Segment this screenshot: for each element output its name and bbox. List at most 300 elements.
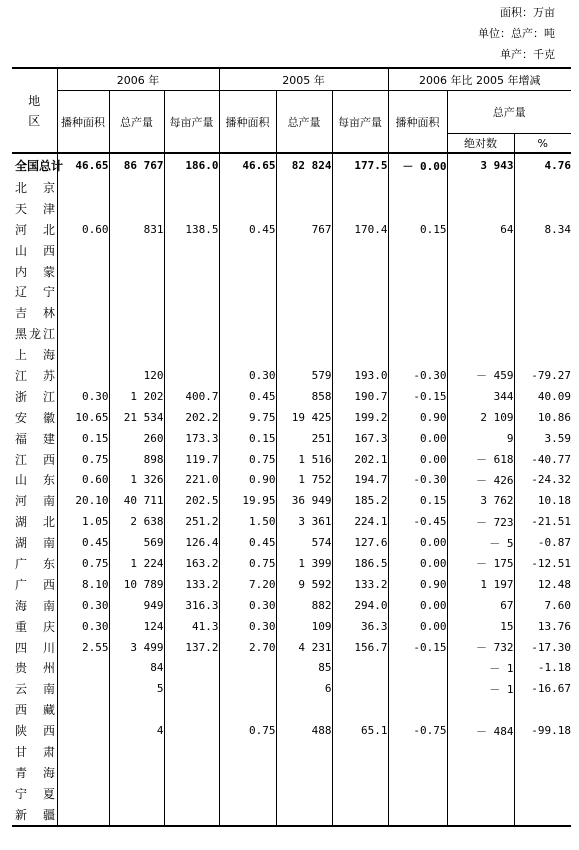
- percent-change-cell: [514, 198, 571, 219]
- absolute-change-cell: [447, 762, 514, 783]
- sown-area-change-cell: -0.15: [388, 386, 447, 407]
- sown-area-2006-cell: 1.05: [57, 511, 109, 532]
- region-cell: [12, 657, 57, 678]
- region-name: 新疆: [15, 807, 55, 822]
- total-output-2006-cell: 5: [109, 678, 164, 699]
- yield-2005-cell: 170.4: [332, 219, 388, 240]
- region-cell: [12, 365, 57, 386]
- yield-2005-cell: 202.1: [332, 449, 388, 470]
- table-row: [12, 407, 571, 428]
- table-row: [12, 386, 571, 407]
- total-output-2005-cell: [276, 762, 332, 783]
- sown-area-2005-cell: [219, 678, 276, 699]
- region-name: 北京: [15, 180, 55, 195]
- table-row: [12, 219, 571, 240]
- percent-change-cell: [514, 344, 571, 365]
- total-output-2006-cell: [109, 177, 164, 198]
- sown-area-2005-cell: [219, 741, 276, 762]
- region-cell: [12, 261, 57, 282]
- percent-change-cell: -24.32: [514, 469, 571, 490]
- yield-2005-cell: [332, 323, 388, 344]
- percent-change-cell: -1.18: [514, 657, 571, 678]
- absolute-change-cell: [447, 783, 514, 804]
- yield-2006-cell: 186.0: [164, 153, 219, 177]
- region-name: 上海: [15, 348, 55, 363]
- total-output-2005-cell: 109: [276, 616, 332, 637]
- yield-2006-cell: [164, 678, 219, 699]
- absolute-change-header: 绝对数: [447, 134, 514, 154]
- sown-area-2006-cell: [57, 323, 109, 344]
- region-cell: [12, 281, 57, 302]
- sown-area-2005-cell: 0.45: [219, 219, 276, 240]
- sown-area-2006-cell: 0.30: [57, 595, 109, 616]
- total-output-2005-cell: 1 752: [276, 469, 332, 490]
- yield-2006-cell: [164, 281, 219, 302]
- yield-2005-cell: [332, 657, 388, 678]
- sown-area-2005-cell: [219, 657, 276, 678]
- sown-area-2005-cell: [219, 177, 276, 198]
- region-name: 重庆: [15, 619, 55, 634]
- percent-change-header: %: [514, 134, 571, 154]
- sown-area-change-cell: [388, 741, 447, 762]
- region-name: 海南: [15, 598, 55, 613]
- year-2006-header: 2006 年: [57, 68, 219, 91]
- sown-area-2005-cell: [219, 323, 276, 344]
- total-output-2006-cell: 40 711: [109, 490, 164, 511]
- total-output-2006-cell: [109, 240, 164, 261]
- total-output-2005-cell: 6: [276, 678, 332, 699]
- sown-area-change-cell: 0.00: [388, 595, 447, 616]
- absolute-change-cell: [447, 804, 514, 825]
- sown-area-2006-cell: [57, 365, 109, 386]
- absolute-change-cell: － 1: [447, 657, 514, 678]
- absolute-change-cell: － 732: [447, 637, 514, 658]
- sown-area-2005-cell: 0.15: [219, 428, 276, 449]
- region-cell: [12, 720, 57, 741]
- sown-area-2005-cell: 0.75: [219, 720, 276, 741]
- table-row: [12, 365, 571, 386]
- region-cell: [12, 469, 57, 490]
- sown-area-2006-cell: [57, 657, 109, 678]
- sown-area-2006-cell: 0.75: [57, 449, 109, 470]
- yield-2006-cell: [164, 720, 219, 741]
- total-output-2005-cell: 36 949: [276, 490, 332, 511]
- yield-2006-cell: 202.2: [164, 407, 219, 428]
- region-name: 内蒙: [15, 264, 55, 279]
- yield-2005-cell: 127.6: [332, 532, 388, 553]
- table-row: [12, 553, 571, 574]
- total-output-2006-cell: [109, 261, 164, 282]
- absolute-change-cell: 64: [447, 219, 514, 240]
- sown-area-change-cell: [388, 281, 447, 302]
- table-row: [12, 783, 571, 804]
- absolute-change-cell: 67: [447, 595, 514, 616]
- table-row: [12, 511, 571, 532]
- percent-change-cell: 12.48: [514, 574, 571, 595]
- yield-2005-cell: 65.1: [332, 720, 388, 741]
- yield-2005-cell: [332, 261, 388, 282]
- sown-area-2005-cell: [219, 281, 276, 302]
- sown-area-change-cell: 0.00: [388, 428, 447, 449]
- sown-area-2006-cell: [57, 804, 109, 825]
- yield-2006-cell: 400.7: [164, 386, 219, 407]
- yield-2005-cell: 186.5: [332, 553, 388, 574]
- total-output-2005-cell: [276, 344, 332, 365]
- yield-2005-cell: [332, 302, 388, 323]
- change-header: 2006 年比 2005 年增减: [388, 68, 571, 91]
- total-output-2006-cell: 569: [109, 532, 164, 553]
- region-cell: [12, 678, 57, 699]
- sown-area-2005-header: 播种面积: [219, 91, 276, 154]
- total-output-2005-cell: 1 399: [276, 553, 332, 574]
- region-cell: [12, 574, 57, 595]
- region-cell: [12, 449, 57, 470]
- percent-change-cell: 7.60: [514, 595, 571, 616]
- total-output-2005-header: 总产量: [276, 91, 332, 154]
- yield-2005-header: 每亩产量: [332, 91, 388, 154]
- region-name: 吉林: [15, 306, 55, 321]
- total-output-2006-cell: [109, 762, 164, 783]
- total-output-2005-cell: 858: [276, 386, 332, 407]
- sown-area-change-cell: [388, 762, 447, 783]
- sown-area-2005-cell: 0.45: [219, 532, 276, 553]
- yield-2005-cell: 177.5: [332, 153, 388, 177]
- absolute-change-cell: [447, 198, 514, 219]
- region-name: 辽宁: [15, 285, 55, 300]
- yield-2006-cell: [164, 762, 219, 783]
- total-output-2006-cell: 120: [109, 365, 164, 386]
- yield-2005-cell: 224.1: [332, 511, 388, 532]
- region-cell: [12, 386, 57, 407]
- sown-area-2005-cell: [219, 240, 276, 261]
- total-output-2005-cell: [276, 699, 332, 720]
- table-row: [12, 449, 571, 470]
- region-name: 山东: [15, 473, 55, 488]
- sown-area-2005-cell: [219, 344, 276, 365]
- table-row: [12, 804, 571, 825]
- sown-area-change-cell: [388, 783, 447, 804]
- yield-2006-cell: [164, 198, 219, 219]
- yield-2005-cell: 294.0: [332, 595, 388, 616]
- percent-change-cell: 10.86: [514, 407, 571, 428]
- yield-2005-cell: 190.7: [332, 386, 388, 407]
- absolute-change-cell: [447, 177, 514, 198]
- sown-area-2006-cell: [57, 720, 109, 741]
- sown-area-change-cell: － 0.00: [388, 153, 447, 177]
- sown-area-2005-cell: 0.75: [219, 553, 276, 574]
- absolute-change-cell: － 723: [447, 511, 514, 532]
- percent-change-cell: [514, 762, 571, 783]
- total-output-2006-cell: 831: [109, 219, 164, 240]
- sown-area-2005-cell: [219, 699, 276, 720]
- yield-2006-cell: [164, 804, 219, 825]
- yield-2005-cell: 156.7: [332, 637, 388, 658]
- total-output-2005-cell: 574: [276, 532, 332, 553]
- total-output-2006-cell: 10 789: [109, 574, 164, 595]
- percent-change-cell: -17.30: [514, 637, 571, 658]
- region-name: 湖南: [15, 536, 55, 551]
- yield-2006-cell: [164, 365, 219, 386]
- sown-area-2005-cell: 0.30: [219, 616, 276, 637]
- sown-area-2006-cell: 0.60: [57, 469, 109, 490]
- sown-area-2005-cell: 0.30: [219, 595, 276, 616]
- sown-area-2006-cell: 0.30: [57, 386, 109, 407]
- region-cell: [12, 153, 64, 177]
- region-cell: [12, 741, 57, 762]
- percent-change-cell: -79.27: [514, 365, 571, 386]
- sown-area-2006-cell: [57, 741, 109, 762]
- sown-area-change-cell: -0.75: [388, 720, 447, 741]
- total-output-2006-cell: [109, 741, 164, 762]
- sown-area-2006-cell: 0.30: [57, 616, 109, 637]
- year-2005-header: 2005 年: [219, 68, 388, 91]
- region-cell: [12, 511, 57, 532]
- table-row: [12, 469, 571, 490]
- sown-area-2005-cell: 9.75: [219, 407, 276, 428]
- absolute-change-cell: [447, 741, 514, 762]
- sown-area-2006-cell: [57, 177, 109, 198]
- sown-area-2005-cell: [219, 302, 276, 323]
- total-output-2005-cell: 882: [276, 595, 332, 616]
- absolute-change-cell: － 5: [447, 532, 514, 553]
- total-output-2005-cell: 9 592: [276, 574, 332, 595]
- total-output-2006-cell: 898: [109, 449, 164, 470]
- yield-2006-cell: [164, 302, 219, 323]
- sown-area-2005-cell: [219, 783, 276, 804]
- total-output-2005-cell: 1 516: [276, 449, 332, 470]
- region-name: 广东: [15, 556, 55, 571]
- region-cell: [12, 198, 57, 219]
- total-output-2006-cell: 21 534: [109, 407, 164, 428]
- sown-area-change-cell: [388, 177, 447, 198]
- total-output-2006-cell: [109, 302, 164, 323]
- yield-2006-cell: 316.3: [164, 595, 219, 616]
- yield-2006-cell: 221.0: [164, 469, 219, 490]
- yield-2005-cell: 193.0: [332, 365, 388, 386]
- sown-area-2006-cell: 10.65: [57, 407, 109, 428]
- percent-change-cell: [514, 177, 571, 198]
- total-output-2005-cell: [276, 281, 332, 302]
- percent-change-cell: -0.87: [514, 532, 571, 553]
- total-output-2005-cell: 579: [276, 365, 332, 386]
- table-row: [12, 678, 571, 699]
- percent-change-cell: -12.51: [514, 553, 571, 574]
- region-cell: [12, 428, 57, 449]
- unit-note-yield: 单产：千克: [500, 48, 555, 61]
- yield-2006-cell: 126.4: [164, 532, 219, 553]
- total-output-2006-cell: 4: [109, 720, 164, 741]
- region-name: 青海: [15, 765, 55, 780]
- yield-2006-cell: 41.3: [164, 616, 219, 637]
- percent-change-cell: [514, 261, 571, 282]
- total-output-2006-cell: 1 202: [109, 386, 164, 407]
- region-cell: [12, 532, 57, 553]
- yield-2006-header: 每亩产量: [164, 91, 219, 154]
- sown-area-change-cell: 0.90: [388, 574, 447, 595]
- percent-change-cell: -16.67: [514, 678, 571, 699]
- sown-area-change-cell: -0.15: [388, 637, 447, 658]
- absolute-change-cell: 15: [447, 616, 514, 637]
- table-row: [12, 637, 571, 658]
- region-name: 安徽: [15, 410, 55, 425]
- total-output-2006-cell: 84: [109, 657, 164, 678]
- yield-2005-cell: [332, 762, 388, 783]
- table-row: [12, 198, 571, 219]
- yield-2006-cell: [164, 783, 219, 804]
- sown-area-2005-cell: [219, 261, 276, 282]
- region-name: 湖北: [15, 515, 55, 530]
- yield-2005-cell: 199.2: [332, 407, 388, 428]
- table-body: [12, 153, 571, 825]
- total-output-2006-cell: 260: [109, 428, 164, 449]
- region-cell: [12, 219, 57, 240]
- percent-change-cell: -21.51: [514, 511, 571, 532]
- percent-change-cell: 13.76: [514, 616, 571, 637]
- sown-area-2005-cell: 0.45: [219, 386, 276, 407]
- absolute-change-cell: － 484: [447, 720, 514, 741]
- yield-2005-cell: [332, 804, 388, 825]
- total-output-2005-cell: 85: [276, 657, 332, 678]
- region-cell: [12, 637, 57, 658]
- sown-area-change-cell: [388, 198, 447, 219]
- yield-2006-cell: [164, 699, 219, 720]
- sown-area-change-cell: -0.30: [388, 469, 447, 490]
- region-cell: [12, 699, 57, 720]
- yield-2006-cell: [164, 657, 219, 678]
- absolute-change-cell: 2 109: [447, 407, 514, 428]
- sown-area-2006-cell: [57, 344, 109, 365]
- unit-note-area: 面积：万亩: [500, 6, 555, 19]
- sown-area-2006-cell: [57, 261, 109, 282]
- absolute-change-cell: [447, 699, 514, 720]
- sown-area-change-cell: 0.00: [388, 553, 447, 574]
- total-output-2005-cell: [276, 240, 332, 261]
- total-output-2005-cell: [276, 198, 332, 219]
- total-output-2006-cell: [109, 804, 164, 825]
- yield-2005-cell: [332, 678, 388, 699]
- region-name: 陕西: [15, 724, 55, 739]
- table-row: [12, 762, 571, 783]
- region-name: 甘肃: [15, 744, 55, 759]
- percent-change-cell: -40.77: [514, 449, 571, 470]
- region-cell: [12, 302, 57, 323]
- table-bottom-rule: [12, 825, 571, 827]
- region-cell: [12, 323, 57, 344]
- sown-area-change-cell: [388, 699, 447, 720]
- absolute-change-cell: 3 762: [447, 490, 514, 511]
- absolute-change-cell: － 426: [447, 469, 514, 490]
- total-output-2006-cell: 1 326: [109, 469, 164, 490]
- sown-area-2005-cell: 46.65: [219, 153, 276, 177]
- table-row: [12, 616, 571, 637]
- region-name: 全国总计: [15, 159, 64, 173]
- yield-2006-cell: [164, 240, 219, 261]
- absolute-change-cell: [447, 240, 514, 261]
- sown-area-change-cell: 0.00: [388, 616, 447, 637]
- absolute-change-cell: 1 197: [447, 574, 514, 595]
- table-row: [12, 344, 571, 365]
- yield-2006-cell: 138.5: [164, 219, 219, 240]
- sown-area-change-cell: 0.90: [388, 407, 447, 428]
- yield-2005-cell: [332, 240, 388, 261]
- sown-area-2006-cell: [57, 699, 109, 720]
- total-output-2005-cell: [276, 261, 332, 282]
- table-row: [12, 699, 571, 720]
- absolute-change-cell: [447, 344, 514, 365]
- region-name: 四川: [15, 640, 55, 655]
- yield-2005-cell: 36.3: [332, 616, 388, 637]
- total-output-2006-header: 总产量: [109, 91, 164, 154]
- sown-area-2005-cell: 19.95: [219, 490, 276, 511]
- percent-change-cell: [514, 323, 571, 344]
- percent-change-cell: [514, 240, 571, 261]
- table-row: [12, 490, 571, 511]
- yield-2006-cell: 119.7: [164, 449, 219, 470]
- region-name: 江西: [15, 452, 55, 467]
- region-name: 黑龙江: [15, 327, 55, 342]
- table-row: [12, 657, 571, 678]
- sown-area-change-cell: [388, 302, 447, 323]
- sown-area-change-cell: 0.00: [388, 449, 447, 470]
- sown-area-2006-cell: 8.10: [57, 574, 109, 595]
- total-output-2006-cell: [109, 198, 164, 219]
- table-row: [12, 741, 571, 762]
- total-output-2006-cell: 2 638: [109, 511, 164, 532]
- sown-area-2005-cell: 0.90: [219, 469, 276, 490]
- region-cell: [12, 762, 57, 783]
- region-name: 广西: [15, 577, 55, 592]
- yield-2005-cell: [332, 741, 388, 762]
- sown-area-2006-cell: 2.55: [57, 637, 109, 658]
- sown-area-2006-cell: [57, 762, 109, 783]
- yield-2005-cell: [332, 198, 388, 219]
- sown-area-change-cell: [388, 344, 447, 365]
- sown-area-2005-cell: 2.70: [219, 637, 276, 658]
- sown-area-2005-cell: 0.75: [219, 449, 276, 470]
- percent-change-cell: 3.59: [514, 428, 571, 449]
- total-output-2005-cell: 488: [276, 720, 332, 741]
- total-output-2006-cell: [109, 344, 164, 365]
- total-output-2006-cell: [109, 281, 164, 302]
- region-cell: [12, 240, 57, 261]
- percent-change-cell: 4.76: [514, 153, 571, 177]
- percent-change-cell: -99.18: [514, 720, 571, 741]
- percent-change-cell: [514, 783, 571, 804]
- yield-2006-cell: [164, 177, 219, 198]
- table-row: [12, 240, 571, 261]
- total-output-2006-cell: 1 224: [109, 553, 164, 574]
- absolute-change-cell: － 459: [447, 365, 514, 386]
- absolute-change-cell: [447, 323, 514, 344]
- yield-2006-cell: [164, 261, 219, 282]
- sown-area-2005-cell: [219, 762, 276, 783]
- total-output-2005-cell: 251: [276, 428, 332, 449]
- total-output-2006-cell: [109, 323, 164, 344]
- sown-area-change-cell: 0.15: [388, 219, 447, 240]
- total-output-2005-cell: [276, 804, 332, 825]
- sown-area-change-header: 播种面积: [388, 91, 447, 154]
- total-output-2005-cell: [276, 177, 332, 198]
- region-cell: [12, 595, 57, 616]
- sown-area-change-cell: [388, 323, 447, 344]
- sown-area-change-cell: [388, 804, 447, 825]
- sown-area-2006-cell: 46.65: [57, 153, 109, 177]
- region-header: [12, 68, 57, 153]
- yield-2005-cell: 167.3: [332, 428, 388, 449]
- sown-area-2006-cell: [57, 783, 109, 804]
- table-row: [12, 323, 571, 344]
- yield-2006-cell: 163.2: [164, 553, 219, 574]
